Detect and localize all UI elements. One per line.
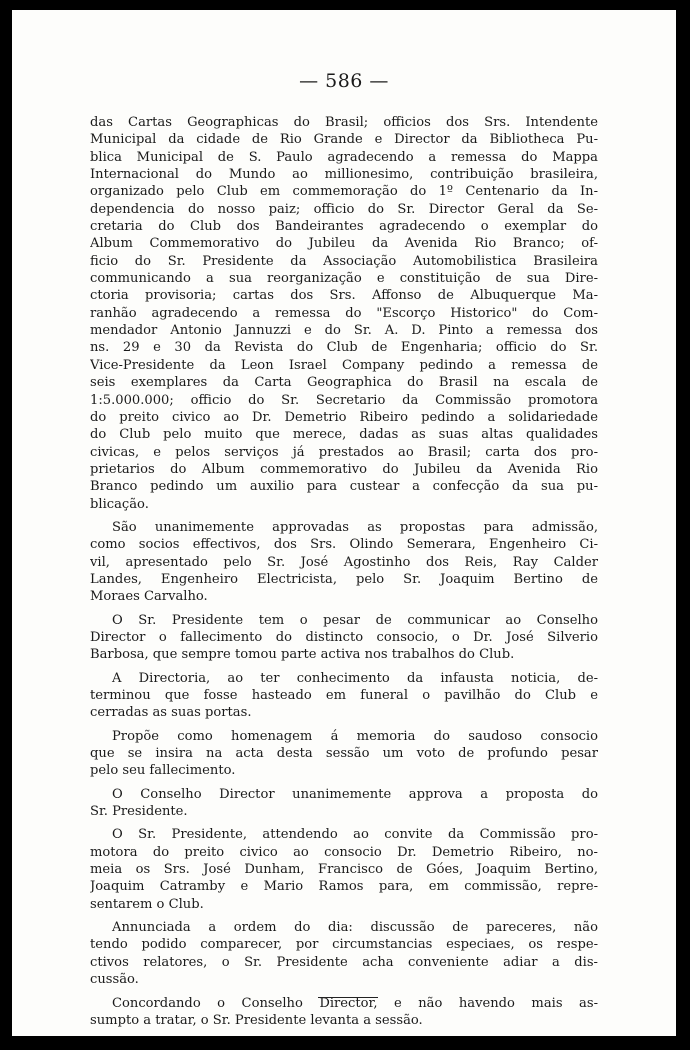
text-line: Propõe como homenagem á memoria do saudoso consocio bbox=[112, 728, 598, 744]
text-line: ctoria provisoria; cartas dos Srs. Affonso de Albuquerque Ma- bbox=[90, 288, 598, 304]
text-line: Joaquim Catramby e Mario Ramos para, em commissão, repre- bbox=[90, 879, 598, 895]
text-line: Annunciada a ordem do dia: discussão de pareceres, não bbox=[112, 920, 598, 936]
text-line: ctivos relatores, o Sr. Presidente acha conveniente adiar a dis- bbox=[90, 954, 598, 970]
page-number: — 586 — bbox=[299, 70, 389, 92]
paragraph-death-notice bbox=[90, 612, 598, 664]
text-line: organizado pelo Club em commemoração do 1º Centenario da In- bbox=[90, 184, 598, 200]
text-line: A Directoria, ao ter conhecimento da infausta noticia, de- bbox=[112, 670, 598, 686]
paragraph-homage bbox=[90, 728, 598, 780]
text-line: prietarios do Album commemorativo do Jubileu da Avenida Rio bbox=[90, 461, 598, 477]
text-line: ficio do Sr. Presidente da Associação Automobilistica Brasileira bbox=[90, 253, 598, 269]
text-line: O Conselho Director unanimemente approva a proposta do bbox=[112, 786, 598, 802]
text-line: Director o fallecimento do distincto consocio, o Dr. José Silverio bbox=[90, 629, 598, 645]
text-line: motora do preito civico ao consocio Dr. Demetrio Ribeiro, no- bbox=[90, 844, 598, 860]
paragraph-correspondence bbox=[90, 114, 598, 513]
paragraph-approval bbox=[90, 786, 598, 821]
text-line: ns. 29 e 30 da Revista do Club de Engenharia; officio do Sr. bbox=[90, 340, 598, 356]
text-line: communicando a sua reorganização e constituição de sua Dire- bbox=[90, 271, 598, 287]
text-line: tendo podido comparecer, por circumstancias especiaes, os respe- bbox=[90, 937, 598, 953]
text-line: Landes, Engenheiro Electricista, pelo Sr. Joaquim Bertino de bbox=[90, 571, 598, 587]
paragraph-directorate bbox=[90, 670, 598, 722]
text-line: seis exemplares da Carta Geographica do Brasil na escala de bbox=[90, 375, 598, 391]
text-line: Vice-Presidente da Leon Israel Company pedindo a remessa de bbox=[90, 357, 598, 373]
text-line: que se insira na acta desta sessão um voto de profundo pesar bbox=[90, 746, 598, 762]
text-line: do Club pelo muito que merece, dadas as suas altas qualidades bbox=[90, 427, 598, 443]
text-line: São unanimemente approvadas as propostas para admissão, bbox=[112, 519, 598, 535]
text-line: sentarem o Club. bbox=[90, 896, 204, 912]
text-line: como socios effectivos, dos Srs. Olindo Semerara, Engenheiro Ci- bbox=[90, 537, 598, 553]
text-line: O Sr. Presidente, attendendo ao convite da Commissão pro- bbox=[112, 827, 598, 843]
paragraph-nomination bbox=[90, 826, 598, 913]
paragraph-admissions bbox=[90, 519, 598, 606]
text-line: Barbosa, que sempre tomou parte activa nos trabalhos do Club. bbox=[90, 647, 515, 663]
text-line: das Cartas Geographicas do Brasil; officios dos Srs. Intendente bbox=[90, 115, 598, 130]
paragraph-order-of-day bbox=[90, 919, 598, 988]
text-line: sumpto a tratar, o Sr. Presidente levanta a sessão. bbox=[90, 1012, 423, 1028]
text-line: terminou que fosse hasteado em funeral o pavilhão do Club e bbox=[90, 688, 598, 703]
text-line: blica Municipal de S. Paulo agradecendo a remessa do Mappa bbox=[90, 149, 598, 165]
text-line: cerradas as suas portas. bbox=[90, 705, 252, 721]
text-line: 1:5.000.000; officio do Sr. Secretario da Commissão promotora bbox=[90, 392, 598, 408]
text-line: O Sr. Presidente tem o pesar de communicar ao Conselho bbox=[112, 612, 598, 628]
text-line: pelo seu fallecimento. bbox=[90, 763, 236, 779]
text-line: Concordando o Conselho Director, e não havendo mais as- bbox=[112, 995, 598, 1011]
text-line: Municipal da cidade de Rio Grande e Director da Bibliotheca Pu- bbox=[90, 132, 598, 148]
text-line: dependencia do nosso paiz; officio do Sr. Director Geral da Se- bbox=[90, 201, 598, 217]
text-line: cussão. bbox=[90, 972, 139, 988]
text-line: Album Commemorativo do Jubileu da Avenida Rio Branco; of- bbox=[90, 236, 598, 252]
text-line: Internacional do Mundo ao millionesimo, contribuição brasileira, bbox=[90, 167, 598, 183]
text-line: vil, apresentado pelo Sr. José Agostinho dos Reis, Ray Calder bbox=[90, 554, 598, 570]
text-line: do preito civico ao Dr. Demetrio Ribeiro pedindo a solidariedade bbox=[90, 409, 598, 425]
paragraph-closing bbox=[90, 995, 598, 1030]
document-page bbox=[12, 10, 676, 1036]
text-line: blicação. bbox=[90, 496, 149, 512]
document-body bbox=[90, 114, 598, 1035]
text-line: meia os Srs. José Dunham, Francisco de Góes, Joaquim Bertino, bbox=[90, 862, 598, 878]
closing-rule bbox=[318, 997, 378, 998]
text-line: Moraes Carvalho. bbox=[90, 589, 208, 605]
text-line: Sr. Presidente. bbox=[90, 804, 188, 820]
text-line: ranhão agradecendo a remessa do "Escorço Historico" do Com- bbox=[90, 305, 598, 321]
text-line: mendador Antonio Jannuzzi e do Sr. A. D. Pinto a remessa dos bbox=[90, 323, 598, 339]
text-line: civicas, e pelos serviços já prestados ao Brasil; carta dos pro- bbox=[90, 444, 598, 460]
text-line: Branco pedindo um auxilio para custear a confecção da sua pu- bbox=[90, 479, 598, 495]
text-line: cretaria do Club dos Bandeirantes agradecendo o exemplar do bbox=[90, 219, 598, 235]
